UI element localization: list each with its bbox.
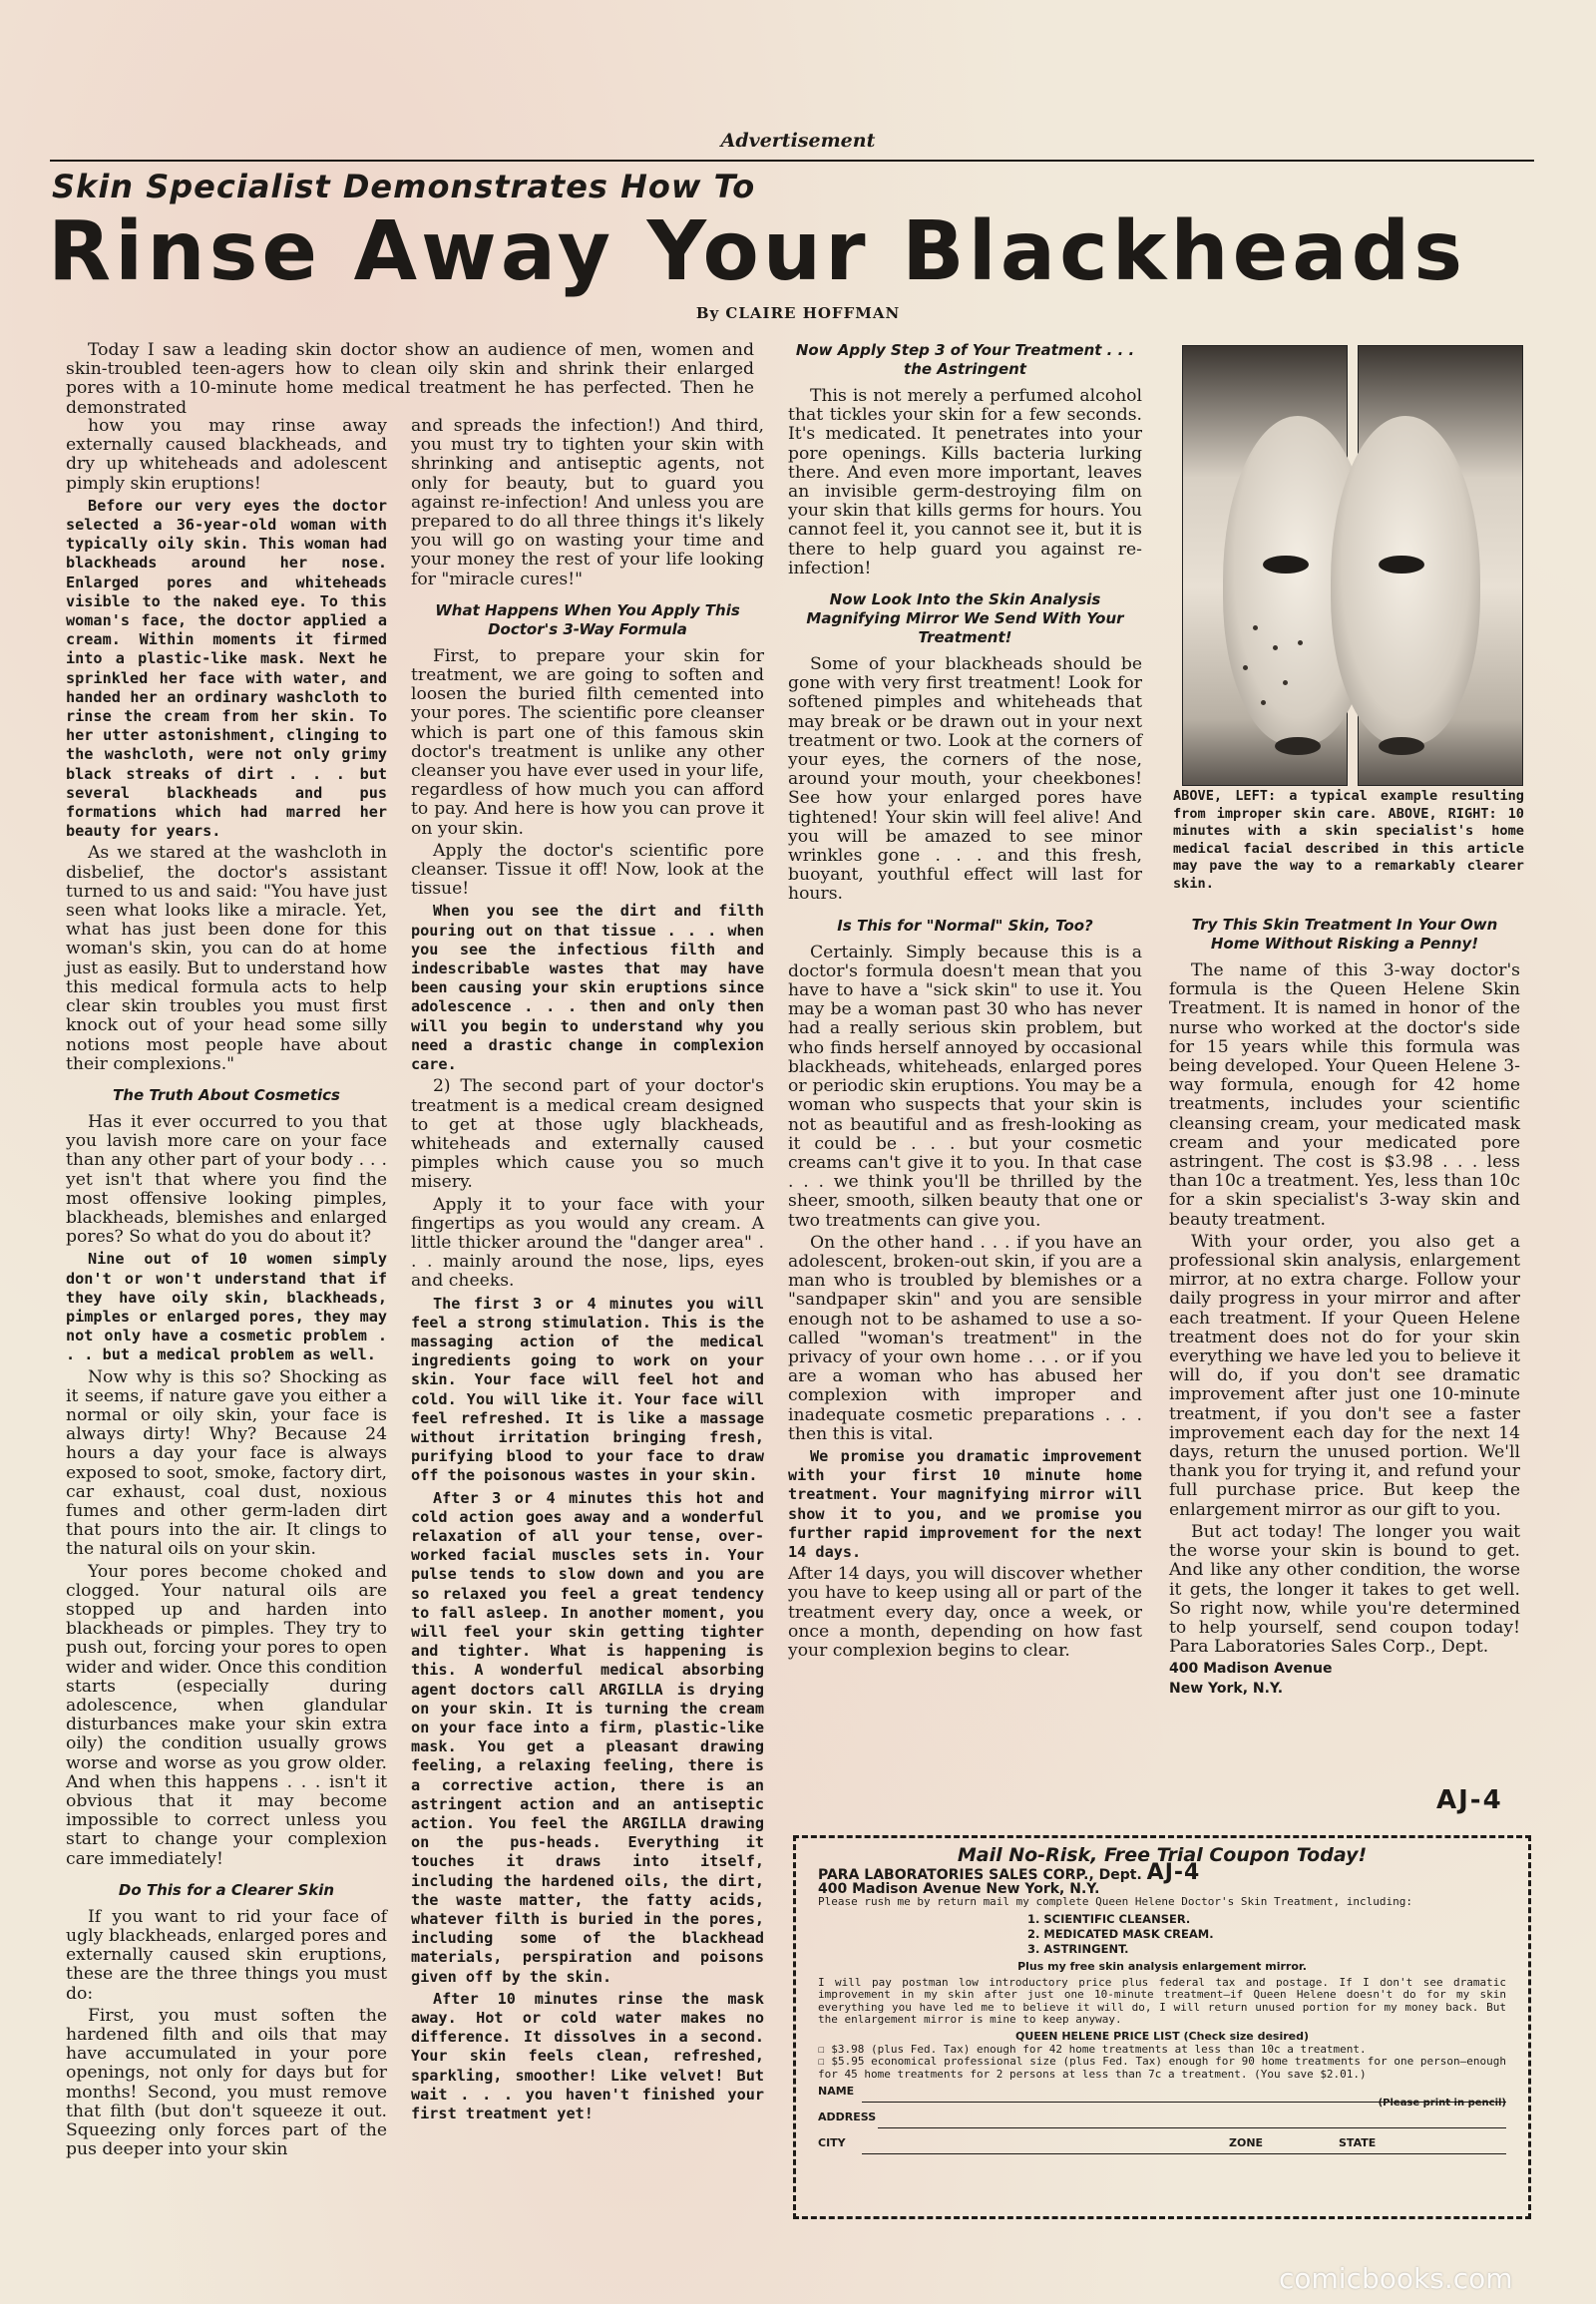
coupon-address: 400 Madison Avenue New York, N.Y. — [818, 1881, 1100, 1897]
intro-paragraph — [66, 341, 754, 418]
section-heading: Now Apply Step 3 of Your Treatment . . . the Astringent — [795, 341, 1135, 378]
paragraph: Certainly. Simply because this is a doctor's formula doesn't mean that you have to have a "sick skin" to use it. You may be a woman past 30 who has never had a really serious skin problem, but who finds herself annoyed by occasional blackheads, whiteheads, enlarged pores or periodic skin eruptions. You may be a woman who suspects that your skin is not as beautiful and as fresh-looking as it could be . . . but your cosmetic creams can't give it to you. In that case . . . we think you'll be thrilled by the sheer, smooth, silken beauty that one or two treatments can give you. — [788, 942, 1142, 1231]
coupon-title: Mail No-Risk, Free Trial Coupon Today! — [957, 1844, 1368, 1866]
paragraph: If you want to rid your face of ugly blackheads, enlarged pores and externally caused skin eruptions, these are the three things you must do: — [66, 1906, 387, 2004]
advertisement-label: Advertisement — [720, 130, 876, 152]
paragraph: New York, N.Y. — [1169, 1680, 1284, 1697]
name-field[interactable]: NAME (Please print in pencil) — [818, 2085, 1506, 2109]
section-heading: Do This for a Clearer Skin — [118, 1880, 335, 1899]
section-heading: The Truth About Cosmetics — [113, 1085, 340, 1104]
zone-label: ZONE — [1229, 2136, 1264, 2149]
city-field[interactable]: CITY ZONE STATE — [818, 2136, 1506, 2158]
coupon-request: Please rush me by return mail my complete Queen Helene Doctor's Skin Treatment, including: — [818, 1895, 1413, 1908]
paragraph: 2) The second part of your doctor's treatment is a medical cream designed to get at those ugly blackheads, whiteheads and externally caused pimples which cause you so much misery. — [411, 1076, 764, 1193]
paragraph: After 14 days, you will discover whether you have to keep using all or part of the treatment every day, once a week, or once a month, depending on how fast your complexion begins to clear. — [788, 1564, 1142, 1661]
paragraph: The name of this 3-way doctor's formula is the Queen Helene Skin Treatment. It is named in honor of the nurse who worked at the doctor's side for 15 years while this formula was being developed. Your Queen Helene 3-way formula, enough for 42 home treatments, includes your scientific cleansing cream, your medicated mask cream and your medicated pore astringent. The cost is $3.98 . . . less than 10c a treatment. Yes, less than 10c for a skin specialist's 3-way skin and beauty treatment. — [1169, 960, 1520, 1230]
paragraph: and spreads the infection!) And third, you must try to tighten your skin with shrinking and antiseptic agents, not only for beauty, but to guard you against re-infection! And unless you are prepared to do all three things it's likely you will go on wasting your time and your money the rest of your life looking for "miracle cures!" — [411, 416, 764, 589]
after-photo — [1358, 345, 1523, 786]
price-option-1[interactable]: ☐ $3.98 (plus Fed. Tax) enough for 42 home treatments at less than 10c a treatment. — [818, 2042, 1367, 2056]
paragraph: First, you must soften the hardened filth and oils that may have accumulated in your pore openings, not only for days but for months! Second, you must remove that filth (but don't squeeze it out. Squeezing only forces part of the pus deeper into your skin — [66, 2005, 387, 2160]
kicker-line: Skin Specialist Demonstrates How To — [52, 168, 756, 205]
paragraph: This is not merely a perfumed alcohol that tickles your skin for a few seconds. It's medicated. It penetrates into your pore openings. Kills bacteria lurking there. And even more important, leaves an invisible germ-destroying film on your skin that kills germs for hours. You cannot feel it, you cannot see it, but it is there to help guard you against re-infection! — [788, 386, 1142, 578]
paragraph: First, to prepare your skin for treatment, we are going to soften and loosen the buried filth cemented into your pores. The scientific pore cleanser which is part one of this famous skin doctor's treatment is unlike any other cleanser you have ever used in your life, regardless of how much you can afford to pay. And here is how you can prove it on your skin. — [411, 645, 764, 839]
paragraph: On the other hand . . . if you have an adolescent, broken-out skin, if you are a man who is troubled by blemishes or a "sandpaper skin" and you are sensible enough not to be ashamed to use a so-called "woman's treatment" in the privacy of your own home . . . or if you are a woman who has abused her complexion with improper and inadequate cosmetic preparations . . . then this is vital. — [788, 1232, 1142, 1444]
column-2 — [411, 417, 764, 2126]
dept-code: AJ-4 — [1436, 1785, 1503, 1815]
coupon-terms: I will pay postman low introductory price plus federal tax and postage. If I don't see dramatic improvement in my skin after just one 10-minute treatment—if Queen Helene doesn't do for my skin everything you have led me to believe it will do, I will return unused portion for my money back. But the enlargement mirror is mine to keep anyway. — [818, 1975, 1506, 2026]
before-photo — [1182, 345, 1348, 786]
coupon-item: 3. ASTRINGENT. — [1027, 1941, 1129, 1956]
top-rule — [50, 160, 1534, 162]
column-3 — [788, 341, 1142, 1664]
paragraph: Some of your blackheads should be gone with very first treatment! Look for softened pimples and whiteheads that may break or be drawn out in your next treatment or two. Look at the corners of your eyes, the corners of the nose, around your mouth, your cheekbones! See how your enlarged pores have tightened! Your skin will feel alive! And you will be amazed to see minor wrinkles gone . . . and this fresh, buoyant, youthful effect will last for hours. — [788, 654, 1142, 905]
paragraph: After 3 or 4 minutes this hot and cold action goes away and a wonderful relaxation of all your tense, over-worked facial muscles sets in. Your pulse tends to slow down and you are so relaxed you feel a great tendency to fall asleep. In another moment, you will feel your skin getting tighter and tighter. What is happening is this. A wonderful medical absorbing agent doctors call ARGILLA is drying on your skin. It is turning the cream on your face into a firm, plastic-like mask. You get a pleasant drawing feeling, a relaxing feeling, there is a corrective action, there is an astringent action and an antiseptic action. You feel the ARGILLA drawing on the pus-heads. Everything it touches it draws into itself, including the hardened oils, the dirt, the waste matter, the fatty acids, whatever filth is buried in the pores, including some of the blackhead materials, perspiration and poisons given off by the skin. — [411, 1488, 764, 1986]
column-4 — [1169, 916, 1520, 1699]
price-list-header: QUEEN HELENE PRICE LIST (Check size desired) — [1014, 2029, 1310, 2043]
coupon-item: 1. SCIENTIFIC CLEANSER. — [1027, 1911, 1191, 1926]
section-heading: What Happens When You Apply This Doctor's 3-Way Formula — [435, 600, 740, 638]
coupon-items — [1027, 1912, 1506, 1957]
paragraph: As we stared at the washcloth in disbelief, the doctor's assistant turned to us and said: "You have just seen what looks like a miracle. Yet, what has just been done for this woman's skin, you can do at home just as easily. But to understand how this medical formula acts to help clear skin troubles you must first knock out of your head some silly notions most people have about their complexions." — [66, 843, 387, 1074]
paragraph: Apply the doctor's scientific pore cleanser. Tissue it off! Now, look at the tissue! — [411, 840, 764, 900]
intro-text: Today I saw a leading skin doctor show an audience of men, women and skin-troubled teen-agers how to clean oily skin and shrink their enlarged pores with a 10-minute home medical treatment he has perfected. Then he demonstrated — [66, 340, 754, 418]
section-heading: Try This Skin Treatment In Your Own Home Without Risking a Penny! — [1191, 916, 1498, 953]
paragraph: Apply it to your face with your fingertips as you would any cream. A little thicker around the "danger area" . . . mainly around the nose, lips, eyes and cheeks. — [411, 1194, 764, 1292]
coupon-item: 2. MEDICATED MASK CREAM. — [1027, 1926, 1214, 1941]
paragraph: But act today! The longer you wait the worse your skin is bound to get. And like any other condition, the worse it gets, the longer it takes to get well. So right now, while you're determined to help yourself, send coupon today! Para Laboratories Sales Corp., Dept. — [1169, 1521, 1520, 1658]
state-label: STATE — [1339, 2136, 1377, 2149]
site-watermark: comicbooks.com — [1279, 2262, 1513, 2295]
photo-caption: ABOVE, LEFT: a typical example resulting from improper skin care. ABOVE, RIGHT: 10 minutes with a skin specialist's home medical facial described in this article may pave the way to a remarkably clearer skin. — [1173, 788, 1524, 892]
paragraph: With your order, you also get a professional skin analysis, enlargement mirror, at no extra charge. Follow your daily progress in your mirror and after each treatment. If your Queen Helene treatment does not do for your skin everything we have led you to believe it will do, if you don't see dramatic improvement after just one 10-minute treatment, if you don't see a faster improvement each day for the next 14 days, return the unused portion. We'll thank you for trying it, and refund your full purchase price. But keep the enlargement mirror as our gift to you. — [1169, 1231, 1520, 1520]
column-1 — [66, 417, 387, 2162]
headline: Rinse Away Your Blackheads — [48, 204, 1467, 299]
before-after-photos — [1182, 345, 1523, 784]
print-note: (Please print in pencil) — [1378, 2098, 1506, 2109]
address-field[interactable]: ADDRESS — [818, 2111, 1506, 2132]
paragraph: Has it ever occurred to you that you lavish more care on your face than any other part of your body . . . yet isn't that where you find the most offensive looking pimples, blackheads, blemishes and enlarged pores? So what do you do about it? — [66, 1111, 387, 1248]
coupon-mirror: Plus my free skin analysis enlargement mirror. — [1017, 1959, 1307, 1973]
price-option-2[interactable]: ☐ $5.95 economical professional size (plus Fed. Tax) enough for 90 home treatments for one person—enough for 45 home treatments for 2 persons at less than 7c a treatment. (You save $2.01.) — [818, 2055, 1506, 2081]
paragraph: 400 Madison Avenue — [1169, 1661, 1333, 1678]
paragraph: how you may rinse away externally caused blackheads, and dry up whiteheads and adolescent pimply skin eruptions! — [66, 416, 387, 494]
paragraph: After 10 minutes rinse the mask away. Hot or cold water makes no difference. It dissolves in a second. Your skin feels clean, refreshed, sparkling, smoother! Like velvet! But wait . . . you haven't finished your first treatment yet! — [411, 1989, 764, 2123]
paragraph: We promise you dramatic improvement with your first 10 minute home treatment. Your magnifying mirror will show it to you, and we promise you further rapid improvement for the next 14 days. — [788, 1446, 1142, 1561]
paragraph: Before our very eyes the doctor selected a 36-year-old woman with typically oily skin. This woman had blackheads around her nose. Enlarged pores and whiteheads visible to the naked eye. To this woman's face, the doctor applied a cream. Within moments it firmed into a plastic-like mask. Next he sprinkled her face with water, and handed her an ordinary washcloth to rinse the cream from her skin. To her utter astonishment, clinging to the washcloth, were not only grimy black streaks of dirt . . . but several blackheads and pus formations which had marred her beauty for years. — [66, 496, 387, 841]
paragraph: The first 3 or 4 minutes you will feel a strong stimulation. This is the massaging action of the medical ingredients going to work on your skin. Your face will feel hot and cold. You will like it. Your face will feel refreshed. It is like a massage without irritation bringing fresh, purifying blood to your face to draw off the poisonous wastes in your skin. — [411, 1294, 764, 1485]
order-coupon[interactable] — [793, 1835, 1531, 2219]
paragraph: Now why is this so? Shocking as it seems, if nature gave you either a normal or oily skin, your face is always dirty! Why? Because 24 hours a day your face is always exposed to soot, smoke, factory dirt, car exhaust, coal dust, noxious fumes and other germ-laden dirt that pours into the air. It clings to the natural oils on your skin. — [66, 1366, 387, 1560]
coupon-firm: PARA LABORATORIES SALES CORP., Dept. AJ-4 — [818, 1860, 1201, 1885]
byline: By CLAIRE HOFFMAN — [695, 304, 901, 322]
paragraph: Your pores become choked and clogged. Your natural oils are stopped up and harden into blackheads or pimples. They try to push out, forcing your pores to open wider and wider. Once this condition starts (especially during adolescence, when glandular disturbances make your skin extra oily) the condition usually grows worse and worse as you grow older. And when this happens . . . isn't it obvious that it may become impossible to correct unless you start to change your complexion care immediately! — [66, 1561, 387, 1869]
section-heading: Is This for "Normal" Skin, Too? — [837, 916, 1093, 935]
paragraph: When you see the dirt and filth pouring out on that tissue . . . when you see the infectious filth and indescribable wastes that may have been causing your skin eruptions since adolescence . . . then and only then will you begin to understand why you need a drastic change in complexion care. — [411, 902, 764, 1074]
paragraph: Nine out of 10 women simply don't or won't understand that if they have oily skin, blackheads, pimples or enlarged pores, they may not only have a cosmetic problem . . . but a medical problem as well. — [66, 1250, 387, 1364]
section-heading: Now Look Into the Skin Analysis Magnifying Mirror We Send With Your Treatment! — [806, 590, 1124, 647]
coupon-code: AJ-4 — [1146, 1860, 1201, 1885]
